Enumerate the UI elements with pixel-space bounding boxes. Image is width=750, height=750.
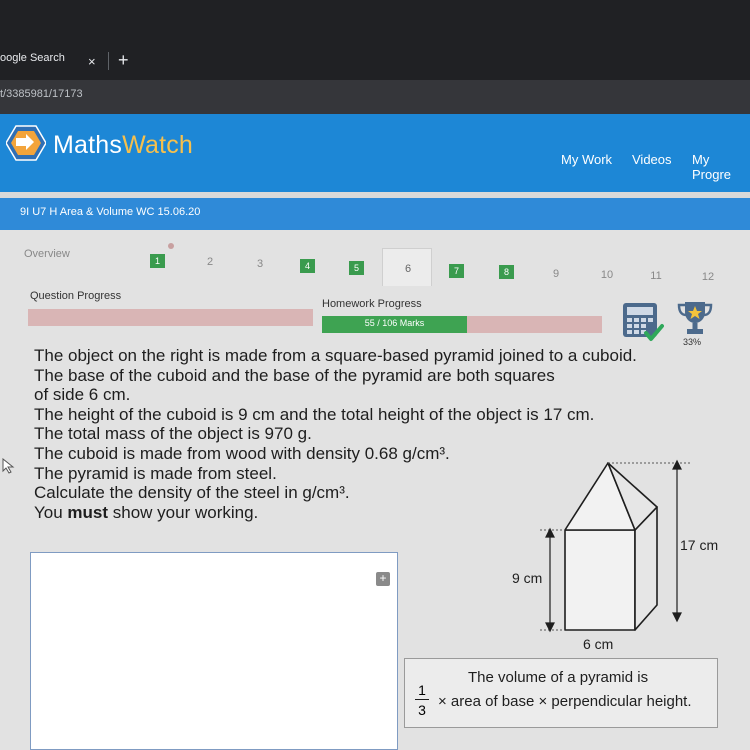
expand-icon[interactable]: + bbox=[376, 572, 390, 586]
browser-tab-bar bbox=[0, 0, 750, 80]
question-line: Calculate the density of the steel in g/cm³. bbox=[34, 483, 350, 503]
question-line: The cuboid is made from wood with density 0.68 g/cm³. bbox=[34, 443, 450, 463]
nav-my-work[interactable]: My Work bbox=[561, 152, 613, 167]
question-tab-11[interactable]: 11 bbox=[650, 270, 662, 282]
trophy-icon[interactable] bbox=[676, 300, 714, 336]
instruction-suffix: show your working. bbox=[108, 502, 259, 522]
cuboid-front-face bbox=[565, 530, 635, 630]
logo-icon[interactable] bbox=[6, 125, 46, 161]
question-tab-2[interactable]: 2 bbox=[206, 256, 214, 268]
question-line: The height of the cuboid is 9 cm and the total height of the object is 17 cm. bbox=[34, 404, 595, 424]
label-base-side: 6 cm bbox=[583, 636, 614, 652]
tab-overview[interactable]: Overview bbox=[24, 248, 70, 260]
logo-maths: Maths bbox=[53, 131, 123, 159]
homework-progress-label: Homework Progress bbox=[322, 298, 422, 310]
question-tab-12[interactable]: 12 bbox=[701, 271, 715, 283]
progress-percent: 33% bbox=[683, 337, 702, 347]
question-line: The object on the right is made from a square-based pyramid joined to a cuboid. bbox=[34, 346, 637, 365]
address-url[interactable]: t/3385981/17173 bbox=[0, 88, 83, 100]
question-line: The base of the cuboid and the base of the pyramid are both squares bbox=[34, 365, 555, 385]
fraction-denominator: 3 bbox=[418, 702, 426, 718]
question-tab-1[interactable]: 1 bbox=[150, 254, 165, 268]
answer-input[interactable] bbox=[30, 552, 398, 750]
tab-divider bbox=[108, 52, 109, 70]
label-cuboid-height: 9 cm bbox=[512, 570, 543, 586]
assignment-title: 9I U7 H Area & Volume WC 15.06.20 bbox=[20, 206, 201, 218]
notification-dot bbox=[168, 243, 174, 249]
address-bar[interactable] bbox=[0, 80, 750, 114]
fraction-bar bbox=[415, 699, 429, 700]
calculator-icon[interactable] bbox=[622, 302, 664, 342]
formula-line-2: × area of base × perpendicular height. bbox=[438, 693, 692, 710]
logo-watch: Watch bbox=[122, 131, 194, 159]
question-tab-9[interactable]: 9 bbox=[552, 268, 560, 280]
instruction-bold: must bbox=[67, 502, 109, 522]
formula-line-1: The volume of a pyramid is bbox=[468, 669, 649, 686]
fraction-numerator: 1 bbox=[418, 682, 426, 698]
homework-progress-text: 55 / 106 Marks bbox=[364, 318, 425, 328]
homework-progress-bar bbox=[322, 316, 602, 333]
question-line: The total mass of the object is 970 g. bbox=[34, 424, 312, 444]
question-tab-3[interactable]: 3 bbox=[256, 258, 264, 270]
question-progress-bar bbox=[28, 309, 313, 326]
tab-close-icon[interactable]: × bbox=[88, 54, 96, 69]
question-progress-label: Question Progress bbox=[30, 290, 122, 302]
label-total-height: 17 cm bbox=[680, 537, 719, 553]
question-tab-10[interactable]: 10 bbox=[600, 269, 614, 281]
question-tab-4[interactable]: 4 bbox=[300, 259, 315, 273]
question-tab-8[interactable]: 8 bbox=[499, 265, 514, 279]
cursor-icon bbox=[2, 458, 16, 474]
new-tab-icon[interactable]: + bbox=[118, 50, 129, 70]
question-tab-6[interactable]: 6 bbox=[404, 263, 412, 275]
instruction-prefix: You bbox=[34, 502, 68, 522]
nav-videos[interactable]: Videos bbox=[632, 152, 672, 167]
pyramid-cuboid-diagram bbox=[505, 455, 750, 655]
nav-my-progress[interactable]: My Progre bbox=[692, 152, 732, 182]
logo-text[interactable] bbox=[53, 131, 193, 160]
browser-tab[interactable]: oogle Search bbox=[0, 52, 65, 64]
question-tab-7[interactable]: 7 bbox=[449, 264, 464, 278]
question-line: of side 6 cm. bbox=[34, 385, 131, 405]
question-tab-5[interactable]: 5 bbox=[349, 261, 364, 275]
question-line: The pyramid is made from steel. bbox=[34, 463, 277, 483]
